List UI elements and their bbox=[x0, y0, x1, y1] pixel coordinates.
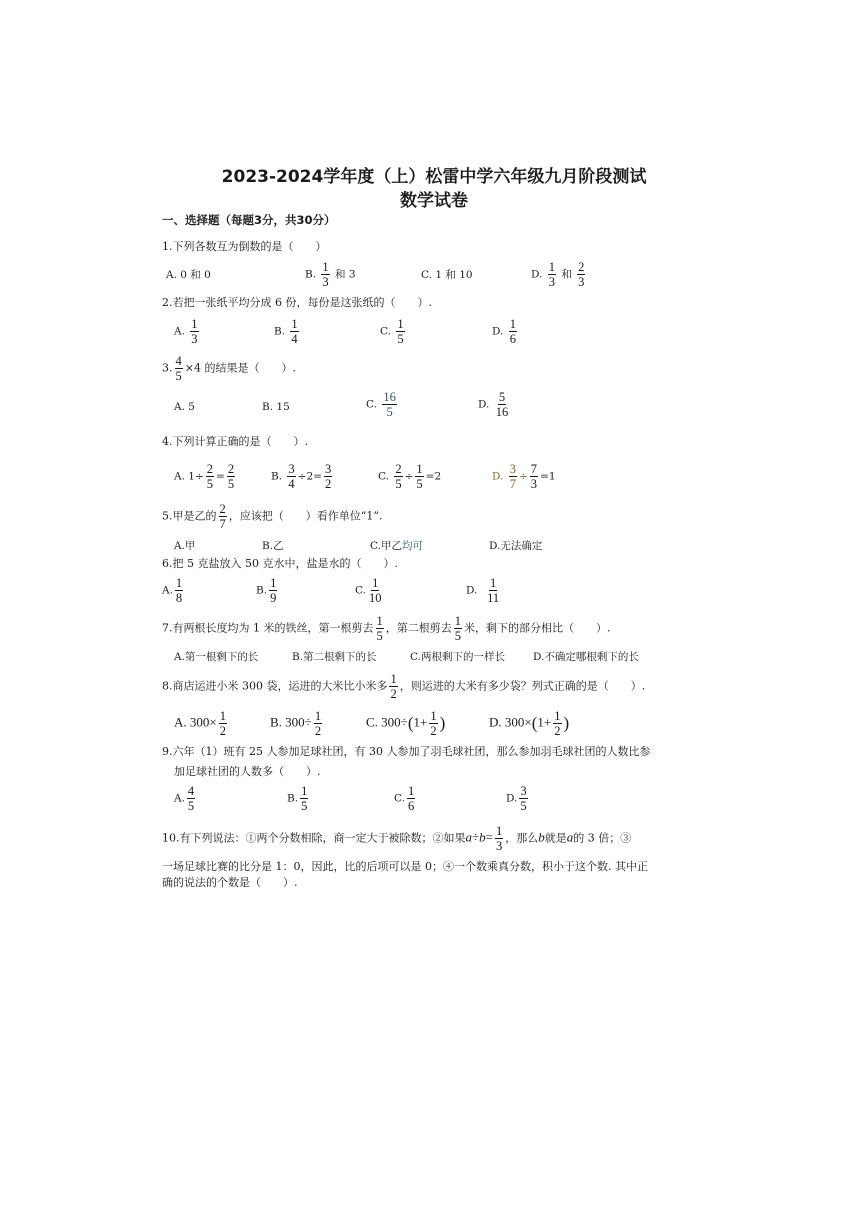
question-6-option-b bbox=[256, 576, 279, 605]
numerator: 3 bbox=[324, 462, 332, 476]
numerator: 5 bbox=[498, 390, 506, 404]
fraction bbox=[219, 709, 227, 738]
question-4-stem: 4.下列计算正确的是（ ）. bbox=[162, 435, 308, 448]
option-label: D. bbox=[478, 398, 490, 411]
fraction bbox=[187, 784, 195, 813]
question-10-line-1 bbox=[162, 824, 631, 853]
numerator: 1 bbox=[489, 576, 497, 590]
question-3-option-d bbox=[478, 390, 511, 419]
question-6-option-c bbox=[355, 576, 385, 605]
question-10-line-2: 一场足球比赛的比分是 1：0，因此，比的后项可以是 0；④一个数乘真分数，积小于这个数. 其中正 bbox=[162, 860, 648, 873]
denominator: 5 bbox=[175, 369, 182, 383]
question-text: 就是 bbox=[544, 831, 567, 845]
numerator: 1 bbox=[219, 709, 226, 723]
option-label: A. 300× bbox=[174, 714, 217, 730]
fraction bbox=[495, 390, 510, 419]
numerator: 7 bbox=[530, 462, 538, 476]
fraction bbox=[415, 462, 423, 491]
option-label: B. bbox=[274, 325, 286, 338]
question-7-option-a: A.第一根剩下的长 bbox=[174, 651, 259, 663]
fraction bbox=[530, 462, 538, 491]
question-10-line-3: 确的说法的个数是（ ）. bbox=[162, 876, 298, 889]
denominator: 5 bbox=[301, 799, 308, 813]
option-label: B. bbox=[256, 584, 268, 597]
question-7-option-b: B.第二根剩下的长 bbox=[292, 651, 377, 663]
question-9-line-2: 加足球社团的人数多（ ）. bbox=[174, 765, 321, 778]
numerator: 1 bbox=[270, 576, 277, 590]
numerator: 2 bbox=[395, 462, 402, 476]
fraction bbox=[219, 502, 227, 531]
denominator: 3 bbox=[191, 332, 198, 346]
numerator: 1 bbox=[390, 672, 397, 686]
question-1-option-b bbox=[305, 260, 356, 289]
question-9-option-d bbox=[506, 784, 530, 813]
numerator: 2 bbox=[578, 260, 585, 274]
fraction bbox=[368, 576, 383, 605]
numerator: 3 bbox=[509, 462, 516, 476]
numerator: 1 bbox=[322, 260, 329, 274]
denominator: 3 bbox=[322, 275, 329, 289]
question-2-stem: 2.若把一张纸平均分成 6 份，每份是这张纸的（ ）. bbox=[162, 296, 432, 309]
question-3-stem bbox=[162, 354, 296, 383]
question-7-option-d: D.不确定哪根剩下的长 bbox=[533, 651, 639, 663]
option-label: C. bbox=[394, 792, 405, 805]
variable-b: b bbox=[538, 829, 545, 845]
option-label: D. 300× bbox=[489, 714, 532, 730]
denominator: 3 bbox=[530, 477, 538, 491]
numerator: 1 bbox=[191, 317, 198, 331]
numerator: 1 bbox=[454, 614, 461, 628]
fraction bbox=[314, 709, 322, 738]
fraction bbox=[454, 614, 462, 643]
question-9-line-1: 9.六年（1）班有 25 人参加足球社团，有 30 人参加了羽毛球社团，那么参加羽毛球社团的人数比参 bbox=[162, 745, 651, 758]
numerator: 1 bbox=[291, 317, 298, 331]
question-text: ，应该把（ ）看作单位“1”. bbox=[228, 509, 383, 523]
fraction bbox=[290, 317, 298, 346]
denominator: 5 bbox=[206, 477, 213, 491]
question-text: 7.有两根长度均为 1 米的铁丝，第一根剪去 bbox=[162, 621, 374, 635]
operator: ÷ bbox=[404, 470, 414, 483]
denominator: 5 bbox=[187, 799, 195, 813]
question-2-option-d bbox=[492, 317, 519, 346]
question-text: 米，剩下的部分相比（ ）. bbox=[464, 621, 611, 635]
question-text: ×4 的结果是（ ）. bbox=[184, 361, 296, 375]
fraction bbox=[206, 462, 214, 491]
question-7-stem bbox=[162, 614, 611, 643]
option-label: D. bbox=[466, 584, 478, 597]
numerator: 2 bbox=[206, 462, 213, 476]
equals-sign: = bbox=[485, 829, 493, 845]
question-2-option-c bbox=[380, 317, 407, 346]
question-2-option-a bbox=[174, 317, 201, 346]
numerator: 2 bbox=[219, 502, 226, 516]
option-label: D. bbox=[531, 268, 543, 281]
option-label: B. bbox=[287, 792, 299, 805]
equals-sign: = bbox=[216, 470, 225, 483]
denominator: 5 bbox=[520, 799, 527, 813]
question-8-option-b bbox=[270, 709, 324, 738]
fraction bbox=[577, 260, 585, 289]
question-5-option-a: A.甲 bbox=[174, 540, 196, 552]
question-5-option-d: D.无法确定 bbox=[489, 540, 543, 552]
option-label: B. bbox=[305, 268, 317, 281]
variable-a: a bbox=[566, 829, 574, 845]
denominator: 2 bbox=[390, 687, 397, 701]
option-label: A. bbox=[162, 584, 173, 597]
question-4-option-d bbox=[492, 462, 556, 491]
question-text: 8.商店运进小米 300 袋，运进的大米比小米多 bbox=[162, 679, 388, 693]
question-text: 的 3 倍；③ bbox=[573, 831, 632, 845]
question-8-option-a bbox=[174, 709, 229, 738]
denominator: 7 bbox=[509, 477, 516, 491]
numerator: 1 bbox=[314, 709, 322, 723]
operator: ÷2= bbox=[297, 470, 322, 483]
denominator: 5 bbox=[227, 477, 235, 491]
variable-a: a bbox=[465, 829, 472, 845]
fraction bbox=[495, 824, 503, 853]
fraction bbox=[396, 317, 404, 346]
denominator: 5 bbox=[386, 405, 393, 419]
denominator: 4 bbox=[291, 332, 298, 346]
numerator: 4 bbox=[187, 784, 195, 798]
option-label: A. bbox=[174, 792, 185, 805]
fraction bbox=[190, 317, 198, 346]
denominator: 7 bbox=[219, 517, 226, 531]
exam-subtitle: 数学试卷 bbox=[400, 191, 468, 211]
option-label: C. bbox=[380, 325, 391, 338]
fraction bbox=[321, 260, 329, 289]
question-1-option-c: C. 1 和 10 bbox=[421, 269, 473, 281]
denominator: 6 bbox=[408, 799, 415, 813]
numerator: 1 bbox=[554, 709, 561, 723]
question-7-option-c: C.两根剩下的一样长 bbox=[410, 651, 505, 663]
fraction bbox=[300, 784, 308, 813]
paren: ( bbox=[407, 713, 414, 733]
option-text: 和 bbox=[561, 268, 572, 281]
question-3-option-b: B. 15 bbox=[262, 401, 290, 413]
question-6-stem: 6.把 5 克盐放入 50 克水中，盐是水的（ ）. bbox=[162, 557, 398, 570]
numerator: 1 bbox=[548, 260, 555, 274]
fraction bbox=[509, 462, 517, 491]
option-label: C. 300÷ bbox=[366, 714, 408, 730]
denominator: 3 bbox=[578, 275, 585, 289]
operator: ÷ bbox=[518, 470, 528, 483]
numerator: 1 bbox=[376, 614, 383, 628]
question-8-stem bbox=[162, 672, 645, 701]
denominator: 5 bbox=[395, 477, 402, 491]
option-label: D. bbox=[506, 792, 518, 805]
question-9-option-a bbox=[174, 784, 197, 813]
denominator: 5 bbox=[454, 629, 461, 643]
equals-sign: =2 bbox=[425, 470, 442, 483]
fraction bbox=[548, 260, 556, 289]
numerator: 1 bbox=[175, 576, 183, 590]
denominator: 5 bbox=[376, 629, 383, 643]
section-title: 一、选择题（每题3分，共30分） bbox=[162, 213, 336, 227]
equals-sign: =1 bbox=[540, 470, 556, 483]
question-text: ，那么 bbox=[505, 831, 539, 845]
option-label: B. bbox=[271, 470, 283, 483]
numerator: 16 bbox=[383, 390, 396, 404]
question-2-option-b bbox=[274, 317, 301, 346]
numerator: 1 bbox=[301, 784, 308, 798]
operator: 1+ bbox=[537, 714, 552, 730]
question-1-stem: 1.下列各数互为倒数的是（ ） bbox=[162, 240, 327, 253]
numerator: 1 bbox=[416, 462, 423, 476]
question-4-option-c bbox=[378, 462, 441, 491]
question-1-option-d bbox=[531, 260, 587, 289]
denominator: 3 bbox=[495, 839, 503, 853]
question-8-option-c bbox=[366, 709, 445, 738]
numerator: 1 bbox=[495, 824, 503, 838]
question-5-option-c bbox=[370, 539, 423, 553]
option-text: 均可 bbox=[402, 540, 423, 552]
numerator: 1 bbox=[430, 709, 437, 723]
option-label: A. 1÷ bbox=[174, 470, 204, 483]
question-5-stem bbox=[162, 502, 383, 531]
denominator: 11 bbox=[487, 591, 500, 605]
question-4-option-b bbox=[271, 462, 334, 491]
numerator: 2 bbox=[227, 462, 235, 476]
variable-b: b bbox=[479, 829, 486, 845]
question-text: 5.甲是乙的 bbox=[162, 509, 217, 523]
denominator: 16 bbox=[495, 405, 509, 419]
numerator: 3 bbox=[520, 784, 527, 798]
fraction bbox=[175, 354, 183, 383]
operator: 1+ bbox=[413, 714, 428, 730]
fraction bbox=[389, 672, 397, 701]
numerator: 1 bbox=[397, 317, 404, 331]
fraction bbox=[486, 576, 500, 605]
option-text: C.甲乙 bbox=[370, 540, 402, 552]
fraction bbox=[429, 709, 437, 738]
question-9-option-c bbox=[394, 784, 417, 813]
option-label: A. bbox=[174, 325, 185, 338]
numerator: 1 bbox=[509, 317, 516, 331]
question-number: 3. bbox=[162, 361, 173, 375]
exam-title: 2023-2024学年度（上）松雷中学六年级九月阶段测试 bbox=[221, 167, 647, 187]
question-5-option-b: B.乙 bbox=[262, 540, 284, 552]
fraction bbox=[175, 576, 183, 605]
paren: ) bbox=[439, 713, 446, 733]
option-text: 和 3 bbox=[335, 268, 356, 281]
question-4-option-a bbox=[174, 462, 237, 491]
numerator: 1 bbox=[408, 784, 415, 798]
question-9-option-b bbox=[287, 784, 310, 813]
denominator: 5 bbox=[416, 477, 423, 491]
fraction bbox=[376, 614, 384, 643]
fraction bbox=[382, 390, 397, 419]
fraction bbox=[509, 317, 517, 346]
fraction bbox=[394, 462, 402, 491]
denominator: 2 bbox=[554, 724, 561, 738]
question-3-option-c bbox=[366, 390, 399, 419]
denominator: 3 bbox=[548, 275, 555, 289]
denominator: 6 bbox=[509, 332, 516, 346]
question-text: 10.有下列说法：①两个分数相除，商一定大于被除数；②如果 bbox=[162, 831, 466, 845]
fraction bbox=[269, 576, 277, 605]
question-8-option-d bbox=[489, 709, 569, 738]
fraction bbox=[287, 462, 295, 491]
denominator: 2 bbox=[219, 724, 226, 738]
option-label: D. bbox=[492, 325, 504, 338]
fraction bbox=[407, 784, 415, 813]
option-label: C. bbox=[366, 398, 377, 411]
option-label: C. bbox=[378, 470, 389, 483]
fraction bbox=[553, 709, 561, 738]
paren: ) bbox=[563, 713, 570, 733]
numerator: 1 bbox=[372, 576, 379, 590]
question-text: ，则运进的大米有多少袋？列式正确的是（ ）. bbox=[399, 679, 646, 693]
operator: ÷ bbox=[472, 829, 480, 845]
numerator: 3 bbox=[288, 462, 295, 476]
question-6-option-a bbox=[162, 576, 185, 605]
fraction bbox=[227, 462, 235, 491]
denominator: 9 bbox=[270, 591, 277, 605]
denominator: 4 bbox=[288, 477, 295, 491]
denominator: 8 bbox=[175, 591, 183, 605]
question-text: ，第二根剪去 bbox=[385, 621, 452, 635]
option-label: C. bbox=[355, 584, 366, 597]
question-6-option-d bbox=[466, 576, 502, 605]
numerator: 4 bbox=[175, 354, 182, 368]
option-label: D. bbox=[492, 470, 504, 483]
fraction bbox=[519, 784, 527, 813]
denominator: 2 bbox=[430, 724, 437, 738]
paren: ( bbox=[531, 713, 538, 733]
denominator: 10 bbox=[369, 591, 382, 605]
question-3-option-a: A. 5 bbox=[174, 401, 195, 413]
question-1-option-a: A. 0 和 0 bbox=[166, 269, 211, 281]
option-label: B. 300÷ bbox=[270, 714, 312, 730]
fraction bbox=[324, 462, 332, 491]
denominator: 2 bbox=[314, 724, 322, 738]
denominator: 2 bbox=[324, 477, 332, 491]
denominator: 5 bbox=[397, 332, 404, 346]
